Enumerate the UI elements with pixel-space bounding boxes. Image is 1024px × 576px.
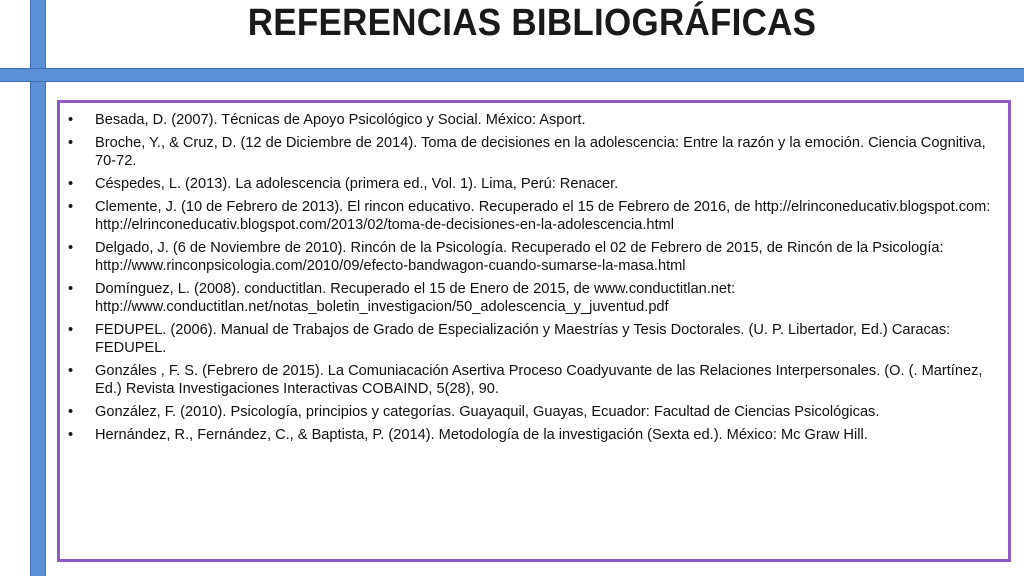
reference-item: • Domínguez, L. (2008). conductitlan. Recuperado el 15 de Enero de 2015, de www.conductitlan.net: http://www.conductitlan.net/notas_boletin_investigacion/50_adolescencia_y_juventud.pdf [60,280,1008,316]
reference-item: • Hernández, R., Fernández, C., & Baptista, P. (2014). Metodología de la investigación (Sexta ed.). México: Mc Graw Hill. [60,426,1008,444]
reference-item: • Delgado, J. (6 de Noviembre de 2010). Rincón de la Psicología. Recuperado el 02 de Febrero de 2015, de Rincón de la Psicología: http://www.rinconpsicologia.com/2010/09/efecto-bandwagon-cuando-sumarse-la-masa.html [60,239,1008,275]
reference-item: • Clemente, J. (10 de Febrero de 2013). El rincon educativo. Recuperado el 15 de Febrero de 2016, de http://elrinconeducativ.blogspot.com: http://elrinconeducativ.blogspot.com/2013/02/toma-de-decisiones-en-la-adolescencia.html [60,198,1008,234]
reference-item: • Céspedes, L. (2013). La adolescencia (primera ed., Vol. 1). Lima, Perú: Renacer. [60,175,1008,193]
vertical-accent-bar [30,0,46,576]
references-list [60,111,1008,449]
slide-title: REFERENCIAS BIBLIOGRÁFICAS [247,2,817,44]
reference-item: • González, F. (2010). Psicología, principios y categorías. Guayaquil, Guayas, Ecuador: Facultad de Ciencias Psicológicas. [60,403,1008,421]
references-frame [57,100,1011,562]
reference-item: • Broche, Y., & Cruz, D. (12 de Diciembre de 2014). Toma de decisiones en la adolescencia: Entre la razón y la emoción. Ciencia Cognitiva, 70-72. [60,134,1008,170]
reference-item: • Gonzáles , F. S. (Febrero de 2015). La Comuniacación Asertiva Proceso Coadyuvante de las Relaciones Interpersonales. (O. (. Martínez, Ed.) Revista Investigaciones Interactivas COBAIND, 5(28), 90. [60,362,1008,398]
reference-item: • FEDUPEL. (2006). Manual de Trabajos de Grado de Especialización y Maestrías y Tesis Doctorales. (U. P. Libertador, Ed.) Caracas: FEDUPEL. [60,321,1008,357]
reference-item: • Besada, D. (2007). Técnicas de Apoyo Psicológico y Social. México: Asport. [60,111,1008,129]
horizontal-accent-bar [0,68,1024,82]
